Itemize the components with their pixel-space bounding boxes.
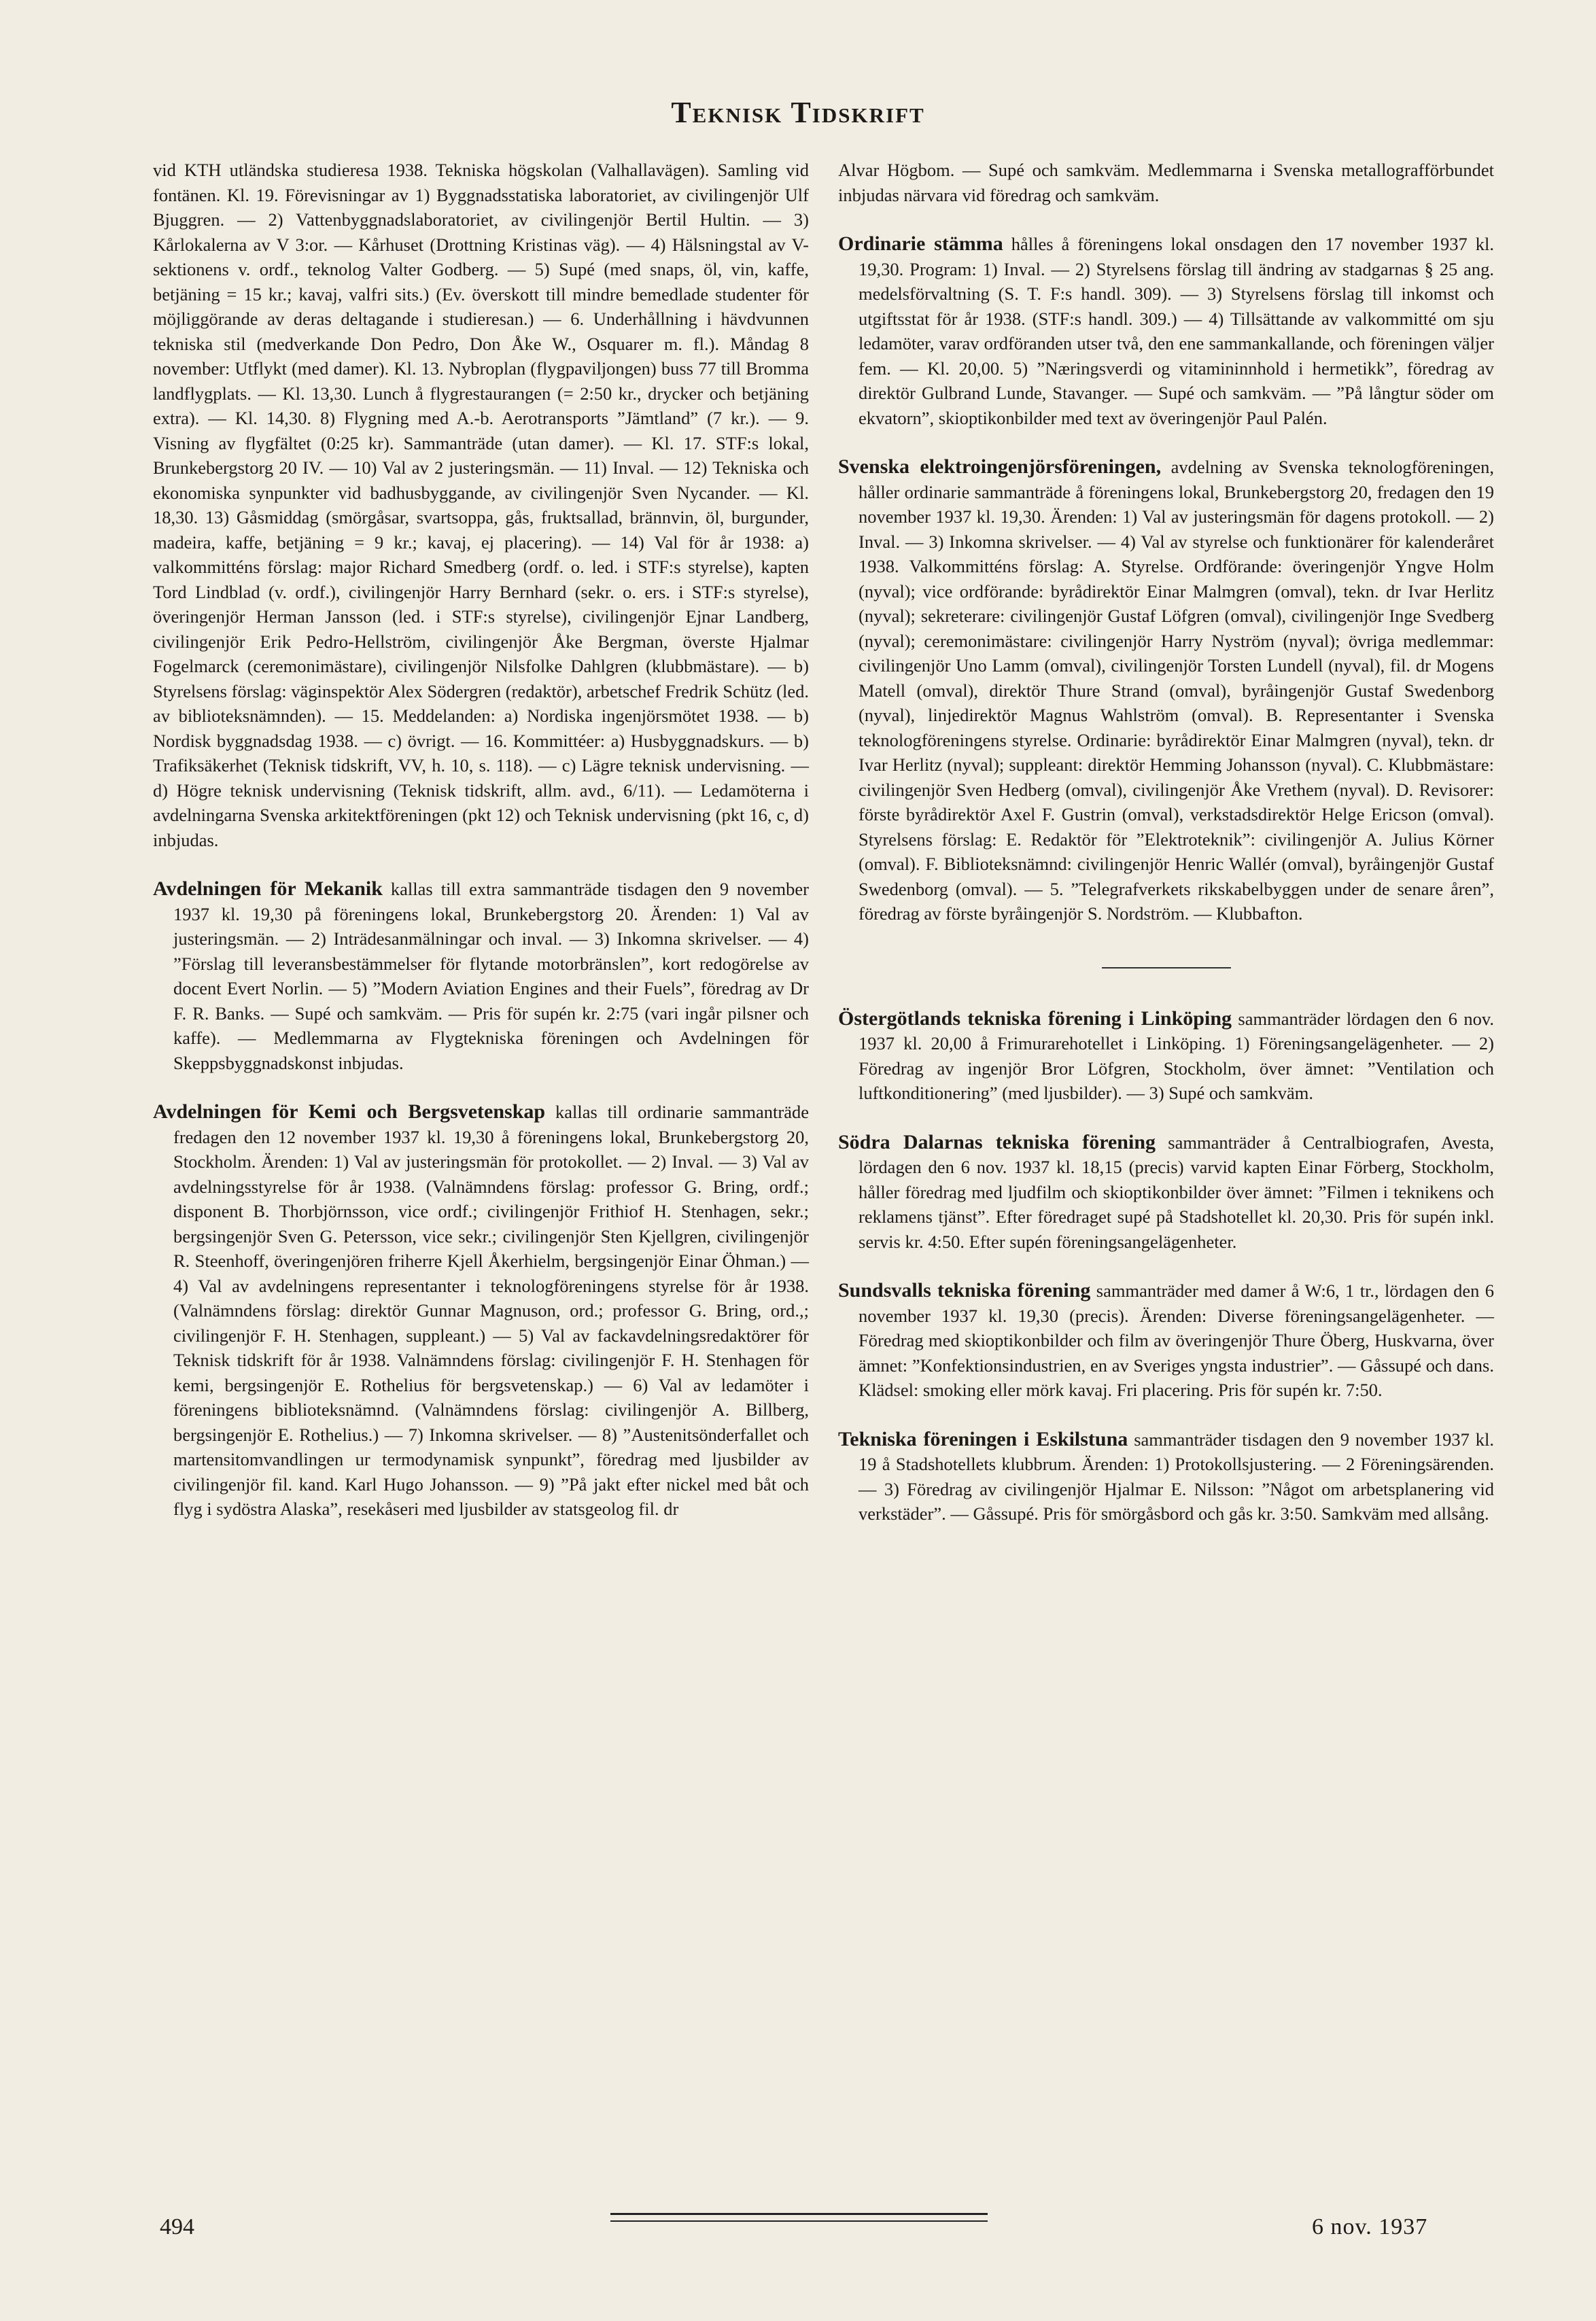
notice-heading: Ordinarie stämma xyxy=(838,232,1003,255)
notice-heading: Avdelningen för Mekanik xyxy=(153,877,383,900)
notice-body: sammanträder lördagen den 6 nov. 1937 kl. 20,00 å Frimurarehotellet i Linköping. 1) Föreningsangelägenheter. — 2) Föredrag av ingenjör Bror Löfgren, Stockholm, över ämnet: ”Ventilation och luftkonditionering” (med ljusbilder). — 3) Supé och samkväm. xyxy=(858,1008,1494,1103)
continued-notice-text: Alvar Högbom. — Supé och samkväm. Medlemmarna i Svenska metallografförbundet inbjudas närvara vid föredrag och samkväm. xyxy=(838,160,1494,205)
notice-heading: Svenska elektroingenjörsföreningen, xyxy=(838,455,1162,478)
notice-body: sammanträder å Centralbiografen, Avesta, lördagen den 6 nov. 1937 kl. 18,15 (precis) varvid kapten Einar Förberg, Stockholm, håller föredrag med ljudfilm och skioptikonbilder över ämnet: ”Filmen i teknikens och reklamens tjänst”. Efter föredraget supé på Stadshotellet kl. 20,30. Pris för supén inkl. servis kr. 4:50. Efter supén föreningsangelägenheter. xyxy=(858,1132,1494,1252)
notice-elektroingenjorsforeningen xyxy=(838,455,1494,926)
notice-mekanik xyxy=(153,877,809,1075)
notice-sundsvall xyxy=(838,1278,1494,1403)
notice-eskilstuna xyxy=(838,1427,1494,1526)
notice-body: kallas till extra sammanträde tisdagen den 9 november 1937 kl. 19,30 på föreningens lokal, Brunkebergstorg 20. Ärenden: 1) Val av justeringsmän. — 2) Inträdesanmälningar och inval. — 3) Inkomna skrivelser. — 4) ”Förslag till leveransbestämmelser för flytande motorbränslen”, kort redogörelse av docent Evert Norlin. — 5) ”Modern Aviation Engines and their Fuels”, föredrag av Dr F. R. Banks. — Supé och samkväm. — Pris för supén kr. 2:75 (vari ingår pilsner och kaffe). — Medlemmarna av Flygtekniska föreningen och Avdelningen för Skeppsbyggnadskonst inbjudas. xyxy=(173,879,809,1073)
footer-rule xyxy=(610,2213,988,2222)
notice-ostergotland xyxy=(838,1007,1494,1106)
right-column xyxy=(838,158,1494,1526)
journal-title: Teknisk Tidskrift xyxy=(671,96,925,129)
notice-heading: Avdelningen för Kemi och Bergsvetenskap xyxy=(153,1100,546,1123)
notice-body: sammanträder tisdagen den 9 november 1937 kl. 19 å Stadshotellets klubbrum. Ärenden: 1) Protokollsjustering. — 2 Föreningsärenden. — 3) Föredrag av civilingenjör Hjalmar E. Nilsson: ”Något om arbetsplanering vid verkstäder”. — Gåssupé. Pris för smörgåsbord och gås kr. 3:50. Samkväm med allsång. xyxy=(858,1429,1494,1524)
notice-heading: Södra Dalarnas tekniska förening xyxy=(838,1130,1156,1153)
continued-article-text: vid KTH utländska studieresa 1938. Tekniska högskolan (Valhallavägen). Samling vid fontänen. Kl. 19. Förevisningar av 1) Byggnadsstatiska laboratoriet, av civilingenjör Ulf Bjuggren. — 2) Vattenbyggnadslaboratoriet, av civilingenjör Bertil Hultin. — 3) Kårlokalerna av V 3:or. — Kårhuset (Drottning Kristinas väg). — 4) Hälsningstal av V-sektionens v. ordf., teknolog Valter Godberg. — 5) Supé (med snaps, öl, vin, kaffe, betjäning = 15 kr.; kavaj, valfri sits.) (Ev. överskott till mindre bemedlade studenter för möjliggörande av deras deltagande i studieresan.) — 6. Underhållning i hävdvunnen tekniska stil (medverkande Don Pedro, Don Åke W., Osquarer m. fl.). Måndag 8 november: Utflykt (med damer). Kl. 13. Nybroplan (flygpaviljongen) buss 77 till Bromma landflygplats. — Kl. 13,30. Lunch å flygrestaurangen (= 2:50 kr., drycker och betjäning extra). — Kl. 14,30. 8) Flygning med A.-b. Aerotransports ”Jämtland” (7 kr.). — 9. Visning av flygfältet (0:25 kr). Sammanträde (utan damer). — Kl. 17. STF:s lokal, Brunkebergstorg 20 IV. — 10) Val av 2 justeringsmän. — 11) Inval. — 12) Tekniska och ekonomiska synpunkter vid badhusbyggande, av civilingenjör Sven Nycander. — Kl. 18,30. 13) Gåsmiddag (smörgåsar, svartsoppa, gås, fruktsallad, brännvin, öl, burgunder, madeira, kaffe, betjäning = 9 kr.; kavaj, ej placering). — 14) Val för år 1938: a) valkommitténs förslag: major Richard Smedberg (ordf. o. led. i STF:s styrelse), kapten Tord Lindblad (v. ordf.), civilingenjör Harry Bernhard (sekr. o. ers. i STF:s styrelse), överingenjör Herman Jansson (led. i STF:s styrelse), civilingenjör Ejnar Landberg, civilingenjör Erik Pedro-Hellström, civilingenjör Åke Bergman, överste Hjalmar Fogelmarck (ceremonimästare), civilingenjör Nilsfolke Dahlgren (klubbmästare). — b) Styrelsens förslag: väginspektör Alex Södergren (redaktör), arbetschef Fredrik Schütz (led. av biblioteksnämnden). — 15. Meddelanden: a) Nordiska ingenjörsmötet 1938. — b) Nordisk byggnadsdag 1938. — c) övrigt. — 16. Kommittéer: a) Husbyggnadskurs. — b) Trafiksäkerhet (Teknisk tidskrift, VV, h. 10, s. 118). — c) Lägre teknisk undervisning. — d) Högre teknisk undervisning (Teknisk tidskrift, allm. avd., 6/11). — Ledamöterna i avdelningarna Svenska arkitektföreningen (pkt 12) och Teknisk undervisning (pkt 16, c, d) inbjudas. xyxy=(153,160,809,850)
page-number: 494 xyxy=(160,2214,194,2239)
issue-date: 6 nov. 1937 xyxy=(1312,2214,1428,2239)
notice-heading: Tekniska föreningen i Eskilstuna xyxy=(838,1427,1128,1450)
left-column xyxy=(153,158,809,1522)
notice-kemi-bergsvetenskap xyxy=(153,1100,809,1522)
notice-ordinarie-stamma xyxy=(838,232,1494,430)
notice-sodra-dalarna xyxy=(838,1130,1494,1255)
notice-body: hålles å föreningens lokal onsdagen den 17 november 1937 kl. 19,30. Program: 1) Inval. — 2) Styrelsens förslag till ändring av stadgarnas § 25 ang. medelsförvaltning (S. T. F:s handl. 309). — 3) Styrelsens förslag till inkomst och utgiftsstat för år 1938. (STF:s handl. 309.) — 4) Tillsättande av valkommitté om sju ledamöter, varav ordföranden utser två, den ene sammankallande, och föreningen väljer fem. — Kl. 20,00. 5) ”Næringsverdi og vitamininnhold i hermetikk”, föredrag av direktör Gulbrand Lunde, Stavanger. — Supé och samkväm. — ”På långtur söder om ekvatorn”, skioptikonbilder med text av överingenjör Paul Palén. xyxy=(858,234,1494,428)
notice-heading: Östergötlands tekniska förening i Linköping xyxy=(838,1007,1232,1030)
notice-body: avdelning av Svenska teknologföreningen, håller ordinarie sammanträde å föreningens lokal, Brunkebergstorg 20, fredagen den 19 november 1937 kl. 19,30. Ärenden: 1) Val av justeringsmän för dagens protokoll. — 2) Inval. — 3) Inkomna skrivelser. — 4) Val av styrelse och funktionärer för kalenderåret 1938. Valkommitténs förslag: A. Styrelse. Ordförande: överingenjör Yngve Holm (nyval); vice ordförande: byrådirektör Einar Malmgren (omval), tekn. dr Ivar Herlitz (nyval); sekreterare: civilingenjör Gustaf Löfgren (omval), civilingenjör Inge Svedberg (nyval); ceremonimästare: civilingenjör Harry Nyström (nyval); övriga medlemmar: civilingenjör Uno Lamm (omval), civilingenjör Torsten Lundell (nyval), fil. dr Mogens Matell (omval), direktör Thure Strand (omval), byråingenjör Gustaf Swedenborg (nyval), linjedirektör Magnus Wahlström (omval). B. Representanter i Svenska teknologföreningens styrelse. Ordinarie: byrådirektör Einar Malmgren (nyval), tekn. dr Ivar Herlitz (nyval); suppleant: direktör Hemming Johansson (nyval). C. Klubbmästare: civilingenjör Sven Hedberg (omval), civilingenjör Åke Vrethem (nyval). D. Revisorer: förste byrådirektör Axel F. Gustrin (omval), verkstadsdirektör Helge Ericson (omval). Styrelsens förslag: E. Redaktör för ”Elektroteknik”: civilingenjör A. Julius Körner (omval). F. Biblioteksnämnd: civilingenjör Henric Wallér (omval), byråingenjör Gustaf Swedenborg (omval). — 5. ”Telegrafverkets rikskabelbyggen under de senare åren”, föredrag av förste byråingenjör S. Nordström. — Klubbafton. xyxy=(858,457,1495,924)
notice-heading: Sundsvalls tekniska förening xyxy=(838,1279,1091,1302)
section-divider xyxy=(1102,967,1231,968)
notice-body: sammanträder med damer å W:6, 1 tr., lördagen den 6 november 1937 kl. 19,30 (precis). Ärenden: Diverse föreningsangelägenheter. — Föredrag med skioptikonbilder och film av överingenjör Thure Öberg, Huskvarna, över ämnet: ”Konfektionsindustrien, en av Sveriges yngsta industrier”. — Gåssupé och dans. Klädsel: smoking eller mörk kavaj. Fri placering. Pris för supén kr. 7:50. xyxy=(858,1280,1494,1400)
notice-body: kallas till ordinarie sammanträde fredagen den 12 november 1937 kl. 19,30 å föreningens lokal, Brunkebergstorg 20, Stockholm. Ärenden: 1) Val av justeringsmän för protokollet. — 2) Inval. — 3) Val av avdelningsstyrelse för år 1938. (Valnämndens förslag: professor G. Bring, ordf.; disponent B. Thorbjörnsson, vice ordf.; civilingenjör Frithiof H. Stenhagen, sekr.; bergsingenjör Sven G. Petersson, vice sekr.; civilingenjör Sten Kjellgren, civilingenjör R. Steenhoff, överingenjören friherre Kjell Åkerhielm, bergsingenjör Einar Öhman.) — 4) Val av avdelningens representanter i teknologföreningens styrelse för år 1938. (Valnämndens förslag: direktör Gunnar Magnuson, ord.; professor G. Bring, ord.,; civilingenjör F. H. Stenhagen, suppleant.) — 5) Val av fackavdelningsredaktörer för Teknisk tidskrift för år 1938. Valnämndens förslag: civilingenjör F. H. Stenhagen för kemi, bergsingenjör E. Rothelius för bergsvetenskap.) — 6) Val av ledamöter i föreningens biblioteksnämnd. (Valnämndens förslag: civilingenjör A. Billberg, bergsingenjör E. Rothelius.) — 7) Inkomna skrivelser. — 8) ”Austenitsönderfallet och martensitomvandlingen ur termodynamisk synpunkt”, föredrag med ljusbilder av civilingenjör fil. kand. Karl Hugo Johansson. — 9) ”På jakt efter nickel med båt och flyg i sydöstra Alaska”, resekåseri med ljusbilder av statsgeolog fil. dr xyxy=(173,1102,809,1519)
